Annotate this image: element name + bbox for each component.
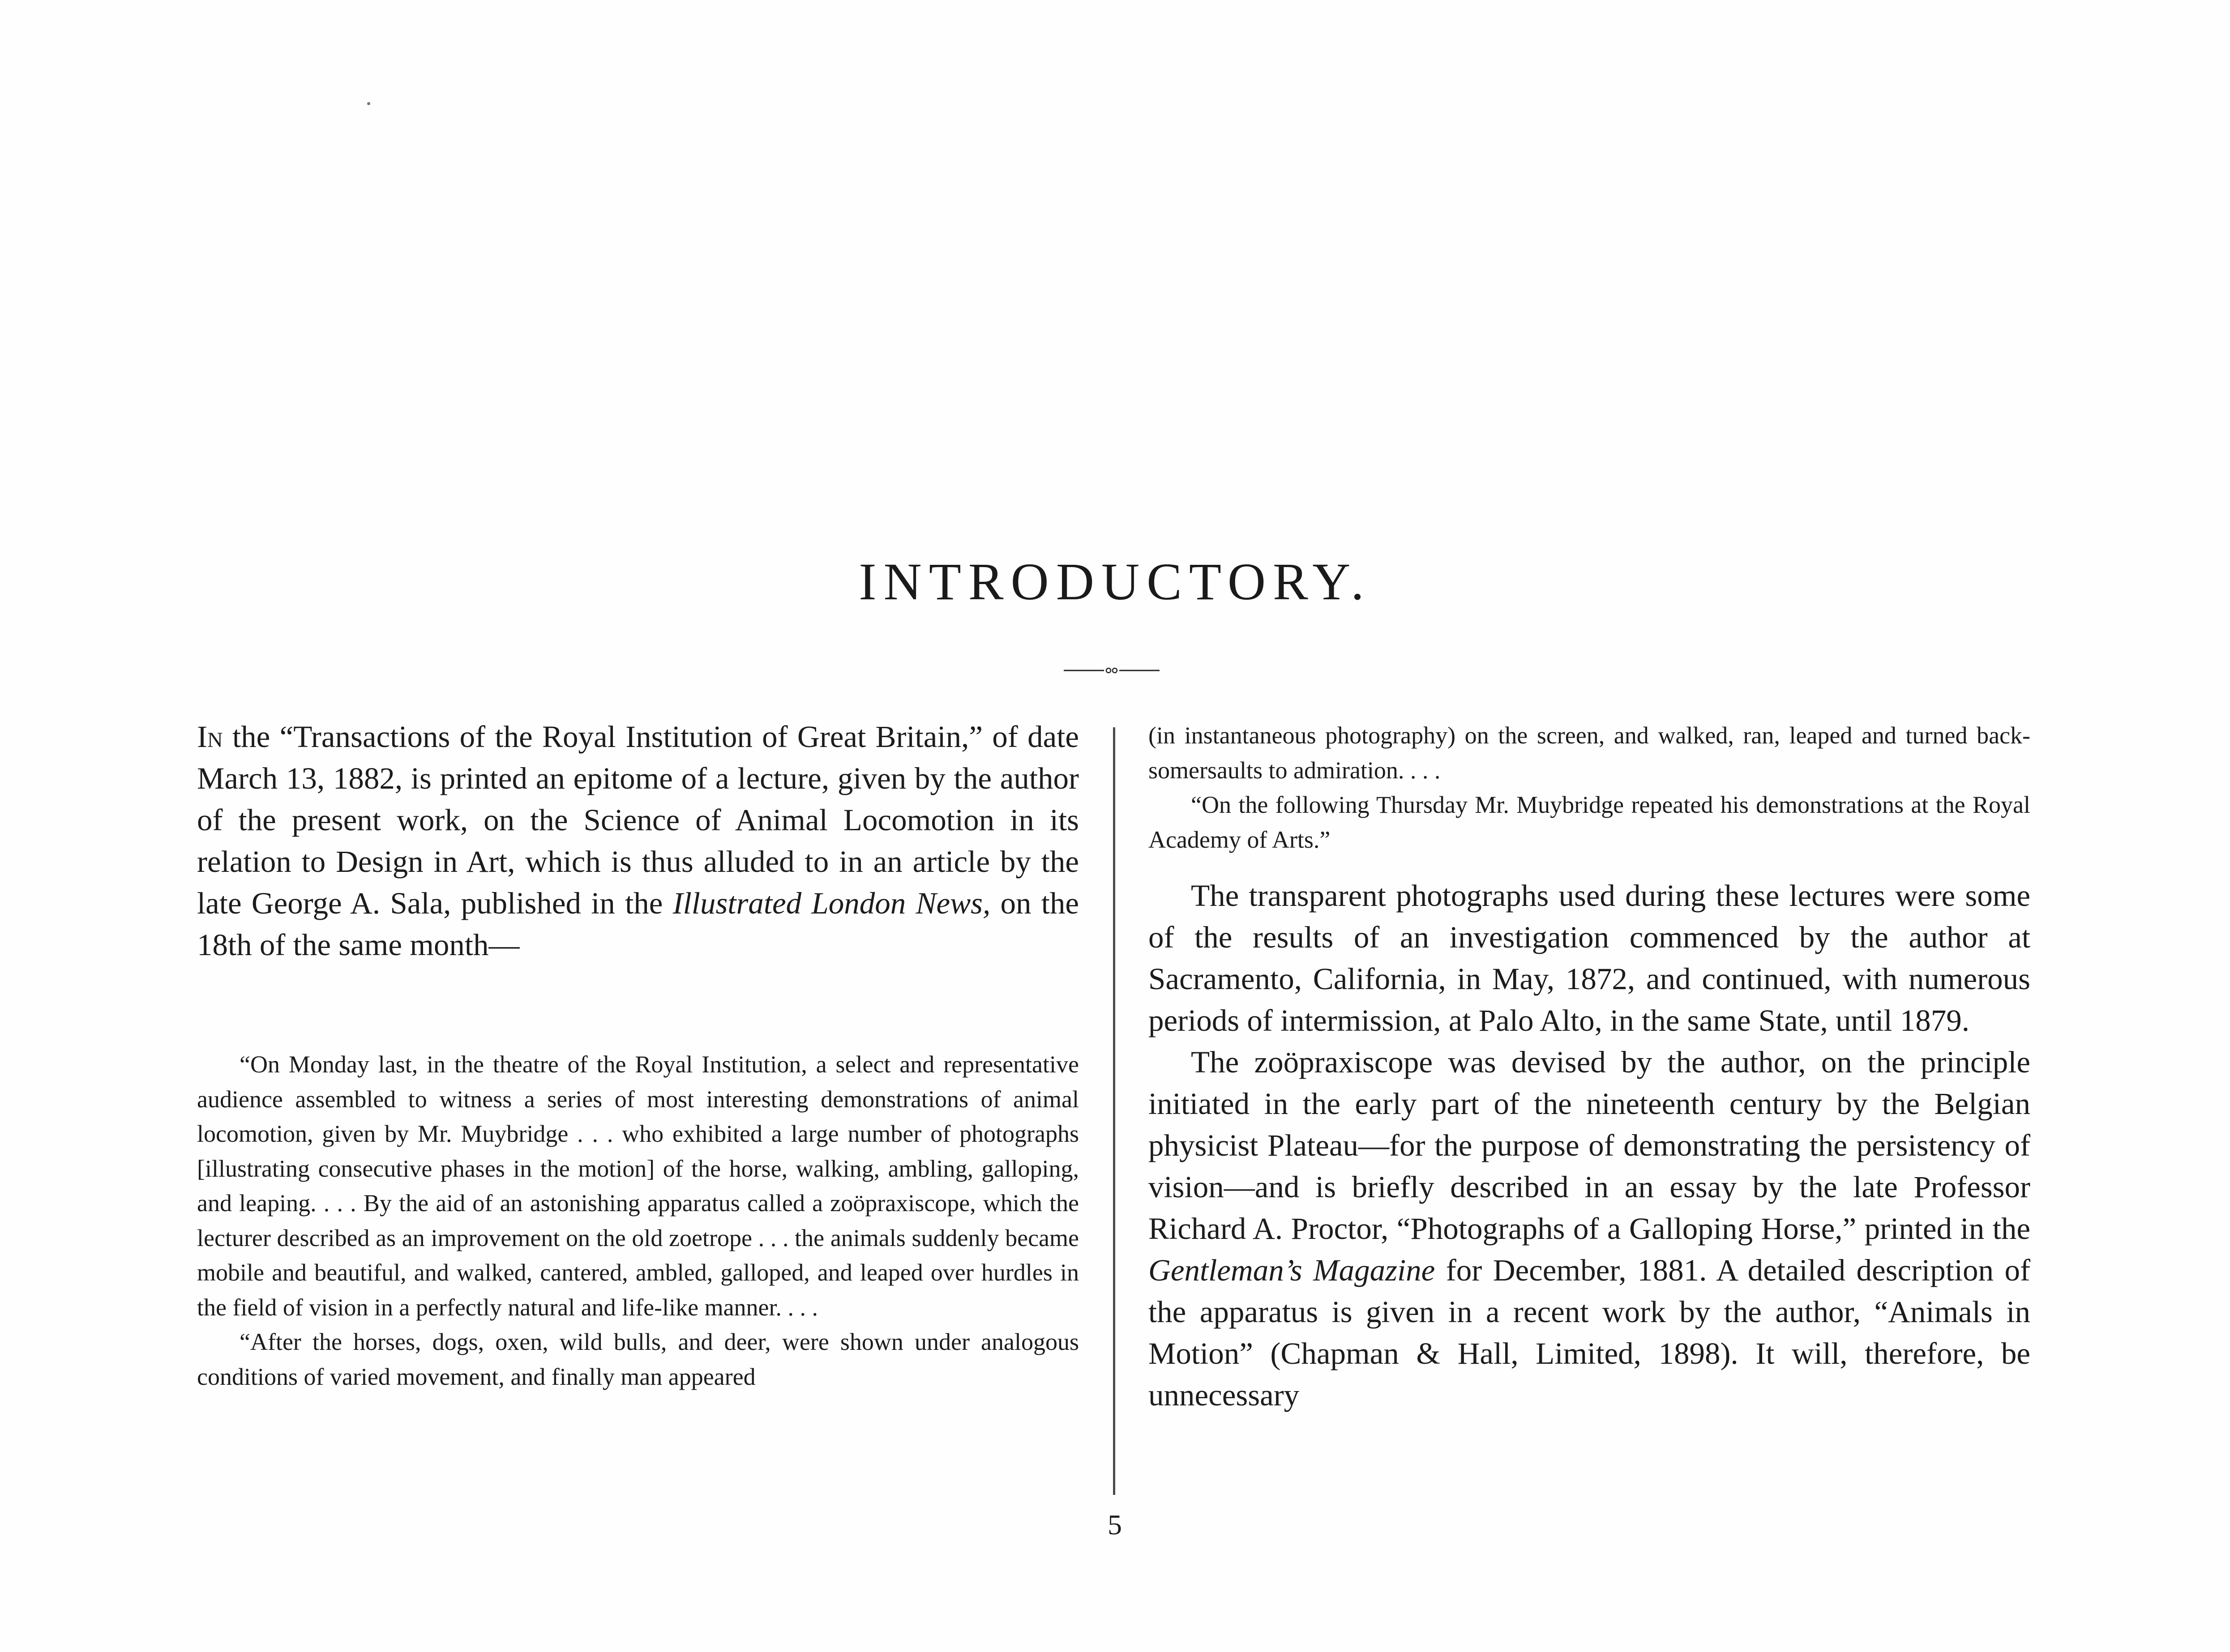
quote-right-paragraph-1: (in instantaneous photography) on the screen, and walked, ran, leaped and turned back-somersaults to admiration. . . . [1148, 722, 2030, 784]
left-block-quote [197, 1047, 1079, 1394]
quote-left-paragraph-2: “After the horses, dogs, oxen, wild bulls, and deer, were shown under analogous conditions of varied movement, and finally man appeared [197, 1328, 1079, 1390]
lead-paragraph [197, 716, 1079, 966]
right-block-quote [1148, 718, 2030, 857]
page-number: 5 [1108, 1509, 1122, 1541]
lead-drop-word: In [197, 720, 223, 754]
body-right-paragraph-2-part1: The zoöpraxiscope was devised by the author, on the principle initiated in the early part of the nineteenth century by the Belgian physicist Plateau—for the purpose of demonstrating the persistency of vision—and is briefly described in an essay by the late Professor Richard A. Proctor, “Photographs of a Galloping Horse,” printed in the [1148, 1045, 2030, 1246]
lead-text-part1: the “Transactions of the Royal Institution of Great Britain,” of date March 13, 1882, is printed an epitome of a lecture, given by the author of the present work, on the Science of Animal Locomotion in its relation to Design in Art, which is thus alluded to in an article by the late George A. Sala, published in the [197, 720, 1079, 920]
quote-right-paragraph-2: “On the following Thursday Mr. Muybridge repeated his demonstrations at the Royal Academy of Arts.” [1148, 791, 2030, 853]
lead-text-part2: on the 18th of the same month— [197, 886, 1079, 962]
body-right-paragraph-2 [1148, 1042, 2030, 1416]
column-divider [1113, 727, 1115, 1495]
ornament-rule-icon [1064, 665, 1160, 676]
right-body-text [1148, 875, 2030, 1416]
quote-left-paragraph-1: “On Monday last, in the theatre of the Royal Institution, a select and representative audience assembled to witness a series of most interesting demonstrations of animal locomotion, given by Mr. Muybridge . . . who exhibited a large number of photographs [illustrating consecutive phases in the motion] of the horse, walking, ambling, galloping, and leaping. . . . By the aid of an astonishing apparatus called a zoöpraxiscope, which the lecturer described as an improvement on the old zoetrope . . . the animals suddenly became mobile and beautiful, and walked, cantered, ambled, galloped, and leaped over hurdles in the field of vision in a perfectly natural and life-like manner. . . . [197, 1051, 1079, 1321]
page-title: INTRODUCTORY. [859, 552, 1371, 611]
lead-italic-title: Illustrated London News, [672, 886, 991, 920]
magazine-title: Gentleman’s Magazine [1148, 1253, 1435, 1287]
body-right-paragraph-2-part2: for December, 1881. A detailed description of the apparatus is given in a recent work by the author, “Animals in Motion” (Chapman & Hall, Limited, 1898). It will, therefore, be unnecessary [1148, 1253, 2030, 1412]
ink-speck [367, 102, 370, 105]
body-right-paragraph-1: The transparent photographs used during these lectures were some of the results of an investigation commenced by the author at Sacramento, California, in May, 1872, and continued, with numerous periods of intermission, at Palo Alto, in the same State, until 1879. [1148, 879, 2030, 1037]
